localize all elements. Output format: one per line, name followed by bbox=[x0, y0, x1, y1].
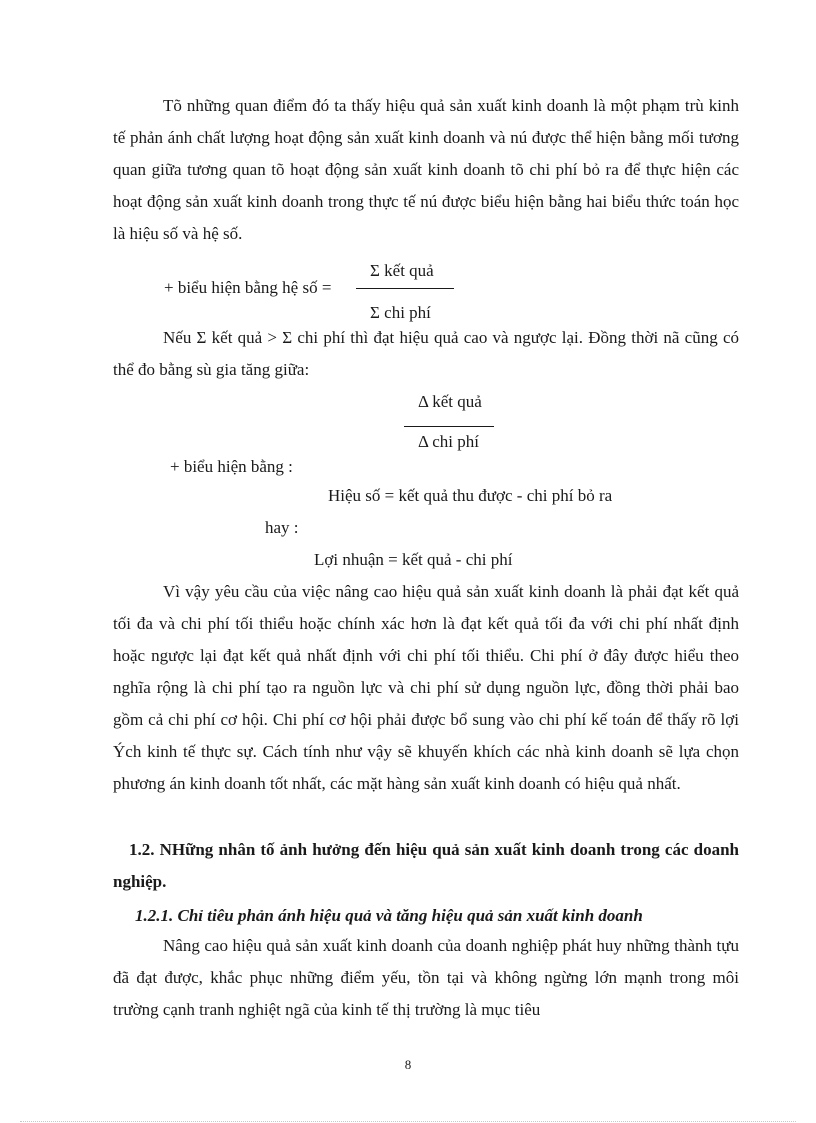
section-heading: 1.2. NHững nhân tố ảnh hưởng đến hiệu quả sản xuất kinh doanh trong các doanh nghiệp. bbox=[113, 840, 739, 891]
delta-fraction-bar bbox=[404, 426, 494, 427]
paragraph-improvement: Nâng cao hiệu quả sản xuất kinh doanh của doanh nghiệp phát huy những thành tựu đã đạt được, khắc phục những điểm yếu, tồn tại và không ngừng lớn mạnh trong môi trường cạnh tranh nghiệt ngã của kinh tế thị trường là mục tiêu bbox=[113, 936, 739, 1019]
subsection-heading: 1.2.1. Chỉ tiêu phản ánh hiệu quả và tăng hiệu quả sản xuất kinh doanh bbox=[135, 906, 643, 925]
paragraph-efficiency-definition: Tõ những quan điểm đó ta thấy hiệu quả sản xuất kinh doanh là một phạm trù kinh tế phản ánh chất lượng hoạt động sản xuất kinh doanh và nú được thể hiện bằng mối tương quan giữa tương quan tõ hoạt động sản xuất kinh doanh tõ chi phí bỏ ra để thực hiện các hoạt động sản xuất kinh doanh trong thực tế nú được biểu hiện bằng hai biểu thức toán học là hiệu số và hệ số. bbox=[113, 96, 739, 243]
ratio-numerator: Σ kết quả bbox=[370, 261, 434, 280]
delta-numerator: Δ kết quả bbox=[418, 392, 482, 411]
delta-denominator: Δ chi phí bbox=[418, 432, 479, 451]
difference-formula: Hiệu số = kết quả thu được - chi phí bỏ ra bbox=[328, 486, 613, 505]
paragraph-comparison: Nếu Σ kết quả > Σ chi phí thì đạt hiệu quả cao và ngược lại. Đồng thời nã cũng có thể đo bằng sù gia tăng giữa: bbox=[113, 328, 739, 379]
difference-label: + biểu hiện bằng : bbox=[170, 457, 293, 476]
ratio-fraction-bar bbox=[356, 288, 454, 289]
page-bottom-rule bbox=[20, 1121, 796, 1122]
paragraph-requirements: Vì vậy yêu cầu của việc nâng cao hiệu quả sản xuất kinh doanh là phải đạt kết quả tối đa và chi phí tối thiểu hoặc chính xác hơn là đạt kết quả tối đa với chi phí nhất định hoặc ngược lại đạt kết quả nhất định với chi phí tối thiểu. Chi phí ở đây được hiểu theo nghĩa rộng là chi phí tạo ra nguồn lực và chi phí sử dụng nguồn lực, đồng thời phải bao gồm cả chi phí cơ hội. Chi phí cơ hội phải được bổ sung vào chi phí kế toán để thấy rõ lợi Ých kinh tế thực sự. Cách tính như vậy sẽ khuyến khích các nhà kinh doanh sẽ lựa chọn phương án kinh doanh tốt nhất, các mặt hàng sản xuất kinh doanh có hiệu quả nhất. bbox=[113, 582, 739, 793]
ratio-formula-label: + biểu hiện bằng hệ số = bbox=[164, 278, 332, 297]
or-label: hay : bbox=[265, 518, 299, 537]
ratio-denominator: Σ chi phí bbox=[370, 303, 431, 322]
profit-formula: Lợi nhuận = kết quả - chi phí bbox=[314, 550, 513, 569]
page-number: 8 bbox=[404, 1057, 412, 1072]
